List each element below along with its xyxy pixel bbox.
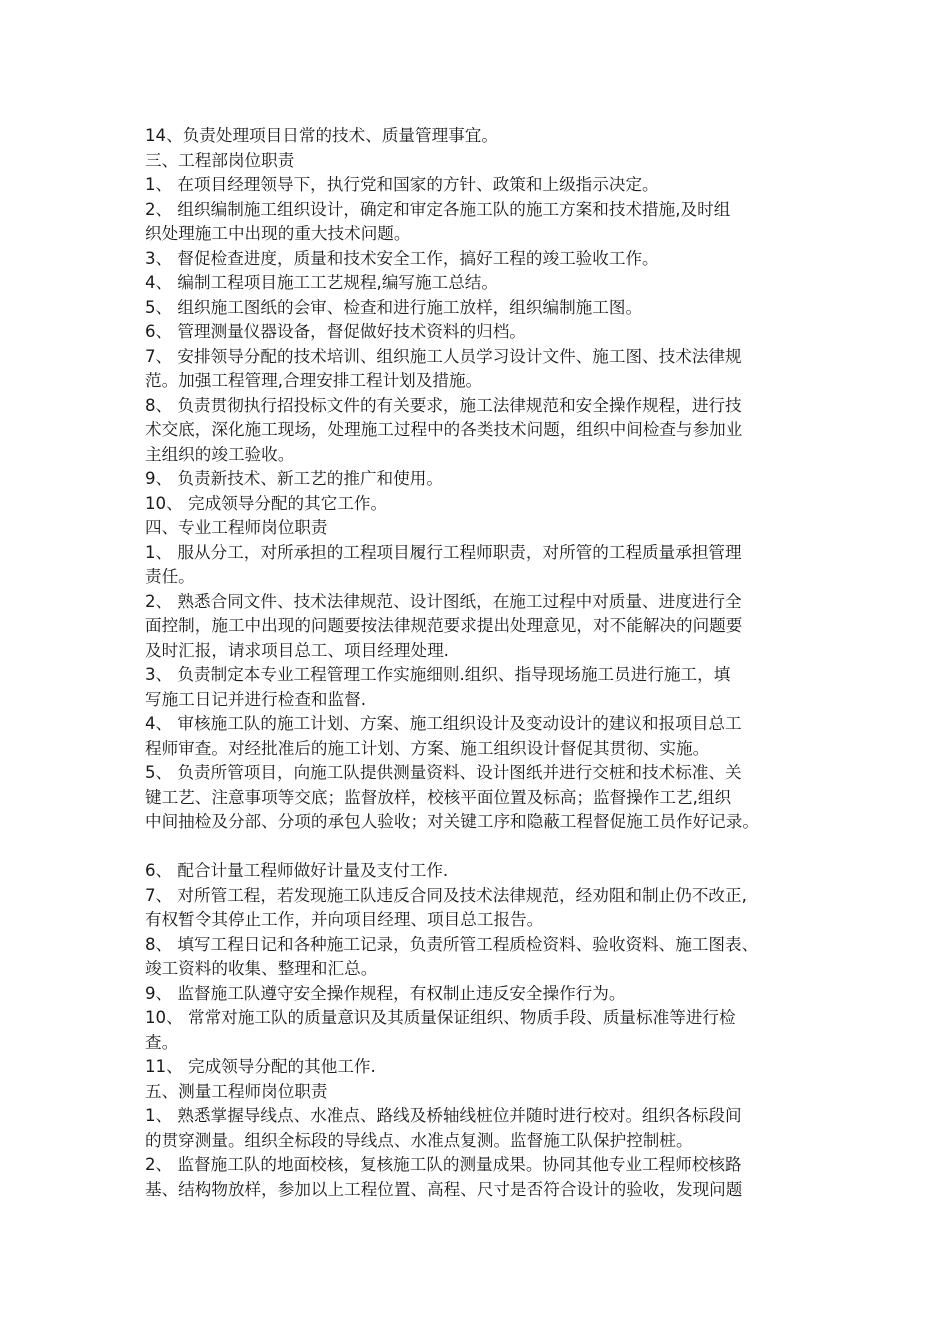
text-line: 6、 管理测量仪器设备，督促做好技术资料的归档。 [145, 322, 526, 341]
text-line: 7、 对所管工程，若发现施工队违反合同及技术法律规范，经劝阻和制止仍不改正, [145, 885, 747, 905]
text-line: 6、 配合计量工程师做好计量及支付工作. [145, 861, 449, 880]
text-line: 术交底，深化施工现场，处理施工过程中的各类技术问题，组织中间检查与参加业 [145, 420, 743, 439]
text-line: 14、负责处理项目日常的技术、质量管理事宜。 [145, 126, 498, 145]
text-line: 11、 完成领导分配的其他工作. [145, 1057, 376, 1076]
text-line: 2、 监督施工队的地面校核，复核施工队的测量成果。协同其他专业工程师校核路 [145, 1155, 742, 1174]
section-heading: 五、测量工程师岗位职责 [145, 1081, 328, 1101]
text-line: 7、 安排领导分配的技术培训、组织施工人员学习设计文件、施工图、技术法律规 [145, 346, 742, 366]
text-line: 4、 编制工程项目施工工艺规程,编写施工总结。 [145, 273, 498, 292]
text-line: 4、 审核施工队的施工计划、方案、施工组织设计及变动设计的建议和报项目总工 [145, 714, 742, 733]
text-line: 3、 负责制定本专业工程管理工作实施细则.组织、指导现场施工员进行施工，填 [145, 665, 731, 684]
text-line: 2、 熟悉合同文件、技术法律规范、设计图纸，在施工过程中对质量、进度进行全 [145, 591, 742, 611]
text-line: 2、 组织编制施工组织设计，确定和审定各施工队的施工方案和技术措施,及时组 [145, 199, 731, 219]
blank-line [145, 835, 825, 860]
text-line: 及时汇报，请求项目总工、项目经理处理. [145, 640, 449, 660]
text-line: 范。加强工程管理,合理安排工程计划及措施。 [145, 371, 483, 390]
text-line: 1、 在项目经理领导下，执行党和国家的方针、政策和上级指示决定。 [145, 175, 659, 194]
text-line: 写施工日记并进行检查和监督. [145, 689, 366, 709]
text-line: 3、 督促检查进度，质量和技术安全工作，搞好工程的竣工验收工作。 [145, 248, 659, 268]
text-line: 5、 组织施工图纸的会审、检查和进行施工放样，组织编制施工图。 [145, 297, 643, 317]
text-line: 5、 负责所管项目，向施工队提供测量资料、设计图纸并进行交桩和技术标准、关 [145, 763, 742, 782]
text-line: 的贯穿测量。组织全标段的导线点、水准点复测。监督施工队保护控制桩。 [145, 1130, 693, 1150]
text-line: 1、 服从分工，对所承担的工程项目履行工程师职责，对所管的工程质量承担管理 [145, 542, 742, 562]
section-heading: 四、专业工程师岗位职责 [145, 518, 328, 537]
text-line: 8、 负责贯彻执行招投标文件的有关要求，施工法律规范和安全操作规程，进行技 [145, 395, 742, 415]
document-body [145, 124, 825, 1202]
section-heading: 三、工程部岗位职责 [145, 150, 295, 170]
text-line: 8、 填写工程日记和各种施工记录，负责所管工程质检资料、验收资料、施工图表、 [145, 934, 759, 954]
text-line: 查。 [145, 1032, 179, 1052]
text-line: 基、结构物放样，参加以上工程位置、高程、尺寸是否符合设计的验收，发现问题 [145, 1179, 743, 1199]
text-line: 责任。 [145, 567, 195, 586]
text-line: 9、 负责新技术、新工艺的推广和使用。 [145, 469, 443, 488]
text-line: 织处理施工中出现的重大技术问题。 [145, 224, 411, 243]
text-line: 程师审查。对经批准后的施工计划、方案、施工组织设计督促其贯彻、实施。 [145, 738, 710, 758]
text-line: 10、 常常对施工队的质量意识及其质量保证组织、物质手段、质量标准等进行检 [145, 1008, 736, 1027]
text-line: 键工艺、注意事项等交底；监督放样，校核平面位置及标高；监督操作工艺,组织 [145, 787, 732, 807]
text-line: 中间抽检及分部、分项的承包人验收；对关键工序和隐蔽工程督促施工员作好记录。 [145, 812, 759, 831]
text-line: 有权暂令其停止工作，并向项目经理、项目总工报告。 [145, 910, 544, 929]
text-line: 1、 熟悉掌握导线点、水准点、路线及桥轴线桩位并随时进行校对。组织各标段间 [145, 1106, 742, 1125]
text-line: 9、 监督施工队遵守安全操作规程，有权制止违反安全操作行为。 [145, 983, 626, 1003]
text-line: 主组织的竣工验收。 [145, 444, 295, 464]
text-line: 面控制，施工中出现的问题要按法律规范要求提出处理意见，对不能解决的问题要 [145, 616, 743, 635]
text-line: 10、 完成领导分配的其它工作。 [145, 493, 388, 513]
text-line: 竣工资料的收集、整理和汇总。 [145, 959, 378, 978]
